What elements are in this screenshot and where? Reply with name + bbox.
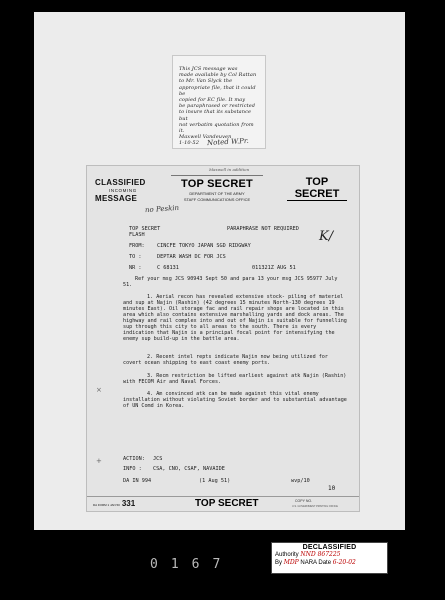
footer-top-secret: TOP SECRET	[195, 498, 259, 509]
info-value: CSA, CNO, CSAF, NAVAIDE	[153, 466, 225, 472]
handwritten-note-card	[172, 55, 266, 149]
note-line: not verbatim quotation from it.	[179, 121, 254, 135]
note-line: to insure that its substance but	[179, 109, 252, 122]
header-left	[95, 178, 146, 203]
by-label: By	[275, 560, 283, 566]
authority-label: Authority	[275, 552, 299, 558]
to-label: TO :	[129, 254, 142, 260]
da-in-number: DA IN 994	[123, 478, 152, 484]
header-center	[172, 178, 262, 202]
declassified-title: DECLASSIFIED	[302, 544, 357, 551]
declassified-stamp	[271, 542, 388, 574]
note-line: copied for EC file. It may	[179, 97, 246, 104]
by-value: MDP	[283, 559, 299, 566]
top-handwriting: Maxwell in addition	[209, 167, 250, 172]
classification-line: TOP SECRET	[129, 226, 161, 232]
stamp-secret: SECRET	[287, 188, 347, 201]
paragraph-4: 4. Am convinced atk can be made against this vital enemy installation without violating Soviet border and to substantial advantage of UN Comd in Korea.	[123, 391, 347, 410]
authority-line	[275, 551, 387, 559]
handwritten-note-text	[179, 66, 259, 147]
operator-initials: wvp/10	[291, 478, 310, 484]
handwritten-checkmark: K/	[319, 229, 334, 244]
date-received: (1 Aug 51)	[199, 478, 231, 484]
note-line: be paraphrased or restricted	[179, 103, 256, 110]
paragraph-2: 2. Recent intel repts indicate Najin now being utilized for covert ocean shipping to east coast enemy ports.	[123, 354, 328, 367]
handwritten-annotation: no Peskin	[144, 203, 180, 215]
top-secret-heading: TOP SECRET	[181, 178, 253, 190]
note-line: made available by Col Rattan	[179, 72, 257, 79]
form-number	[93, 499, 135, 508]
note-line: appropriate file, that it could be	[179, 84, 256, 97]
nara-date-label: NARA Date	[300, 560, 332, 566]
authority-value: NND 867225	[300, 551, 341, 558]
printer-line: U.S. GOVERNMENT PRINTING OFFICE	[292, 505, 338, 508]
message-label: MESSAGE	[95, 194, 138, 203]
paragraph-1: 1. Aerial recon has revealed extensive stock- piling of materiel and sup at Najin (Rashin) (42 degrees 15 minutes North-130 degrees 19 minutes East). Oil storage fac and rail repair shops are located in this area which also contains extensive marshalling yards and dock areas. The highway and rail complex into and out of Najin is suitable for funnelling sup through this city to all areas to the south. There is every indication that Najin is a principal focal point for intensifying the enemy sup build-up in the battle area.	[123, 294, 347, 343]
note-line: This JCS message was	[179, 66, 238, 72]
note-line: Maxwell Vandeuven	[179, 134, 232, 141]
form-small-print: DA FORM 1 JAN 50	[93, 503, 120, 507]
form-331: 331	[121, 499, 136, 508]
microfilm-frame-number: 0167	[150, 557, 234, 572]
reference-paragraph: Ref your msg JCS 90943 Sept 50 and para 13 your msg JCS 95977 July 51.	[123, 276, 338, 289]
header-rule	[171, 175, 263, 176]
nara-date-value: 6-20-02	[332, 559, 356, 566]
from-label: FROM:	[129, 243, 145, 249]
nr-value: C 68131	[157, 265, 179, 271]
copy-number: 10	[328, 485, 336, 492]
by-line	[275, 559, 387, 567]
form-footer	[87, 485, 359, 512]
incoming-message-form	[86, 165, 360, 512]
top-secret-stamp	[287, 176, 347, 201]
classified-label: CLASSIFIED	[95, 178, 146, 187]
nr-label: NR :	[129, 265, 142, 271]
action-value: JCS	[153, 456, 163, 462]
copy-no-label: COPY NO.	[295, 499, 313, 503]
margin-mark-x: ×	[96, 386, 102, 394]
date-time-group: 011321Z AUG 51	[252, 265, 296, 271]
paraphrase-line: PARAPHRASE NOT REQUIRED	[227, 226, 299, 232]
stamp-top: TOP	[305, 176, 329, 188]
paragraph-3: 3. Recm restriction be lifted earliest against atk Najin (Rashin) with FECOM Air and Naval Forces.	[123, 373, 347, 386]
incoming-label: INCOMING	[109, 188, 137, 193]
noted-signature: Noted W.Pr.	[206, 136, 249, 148]
margin-mark-plus: +	[96, 457, 102, 465]
note-line: to Mr. Van Slyck the	[179, 78, 233, 85]
to-value: DEPTAR WASH DC FOR JCS	[157, 254, 226, 260]
precedence-line: FLASH	[129, 232, 145, 238]
action-label: ACTION:	[123, 456, 145, 462]
department-line: DEPARTMENT OF THE ARMY	[189, 191, 245, 196]
info-label: INFO :	[123, 466, 142, 472]
office-line: STAFF COMMUNICATIONS OFFICE	[183, 197, 251, 202]
from-value: CINCFE TOKYO JAPAN SGD RIDGWAY	[157, 243, 251, 249]
note-line: 1-10-52	[179, 140, 199, 147]
